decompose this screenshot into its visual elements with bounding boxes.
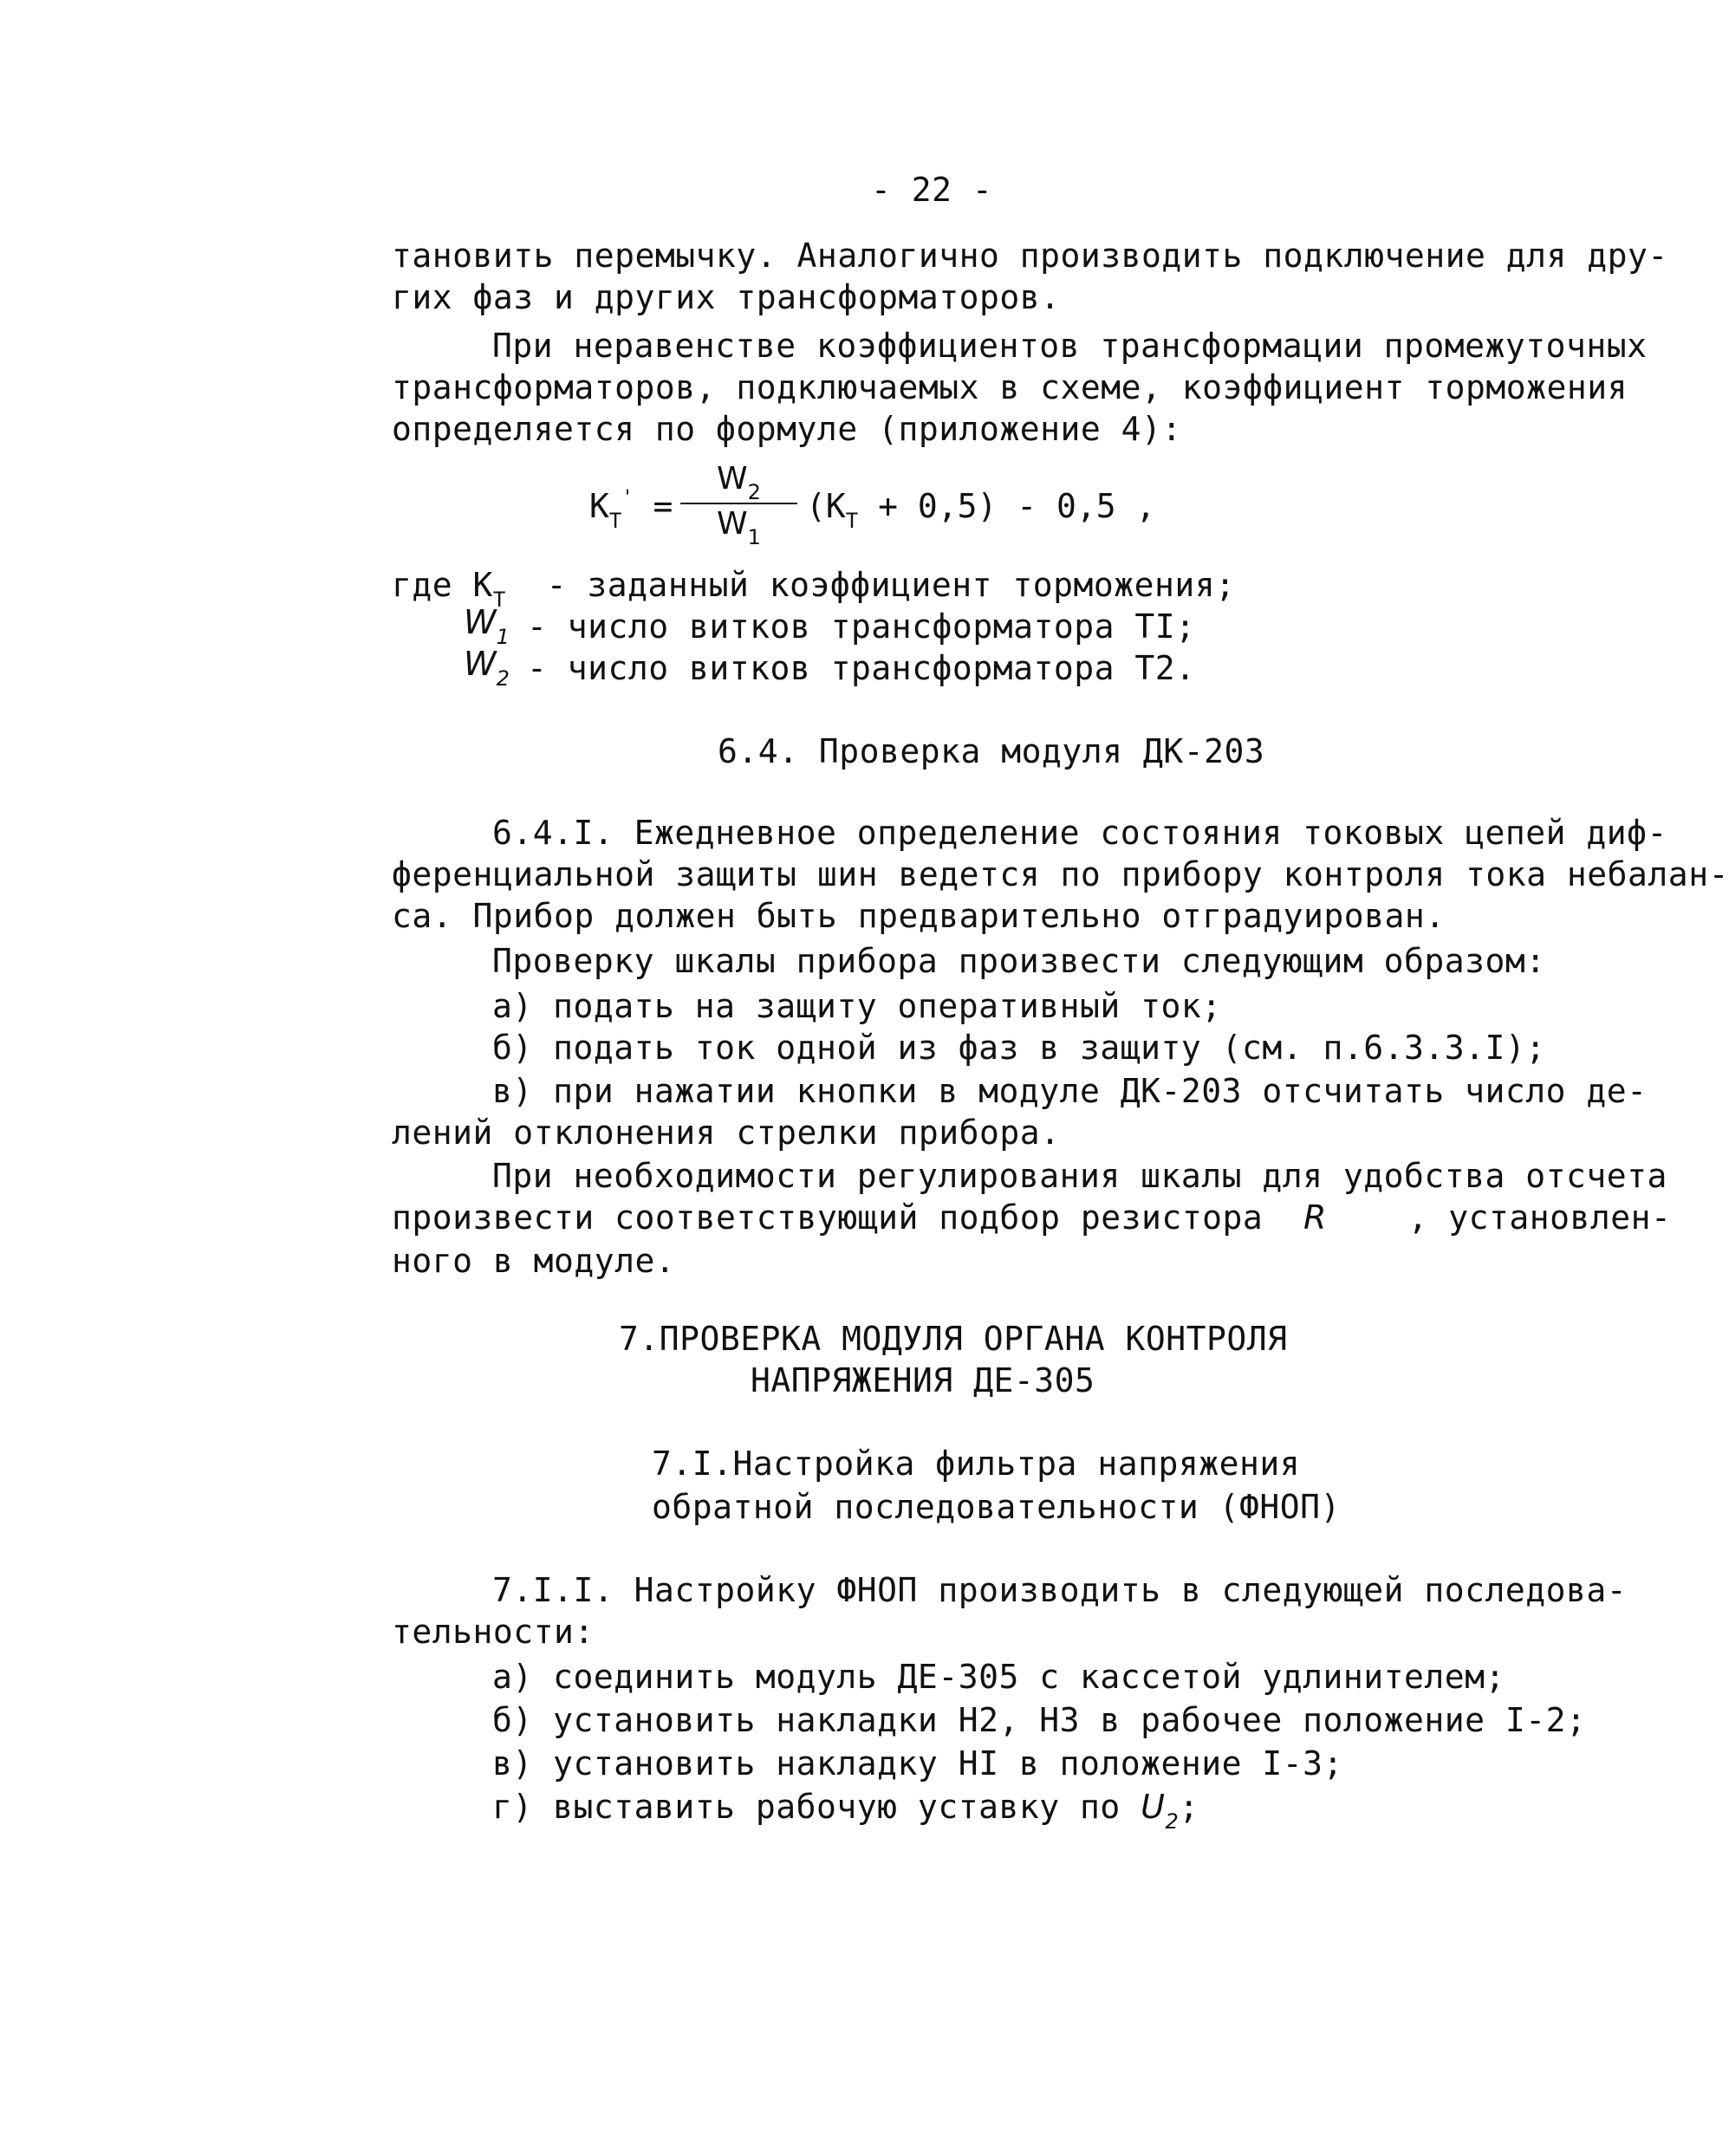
para3-line10: произвести соответствующий подбор резистора R , установлен- xyxy=(392,1198,1672,1237)
list-item-b2: б) установить накладки Н2, Н3 в рабочее положение I-2; xyxy=(492,1701,1587,1739)
list-item-a: а) подать на защиту оперативный ток; xyxy=(492,987,1222,1025)
para2-line1: При неравенстве коэффициентов трансформации промежуточных xyxy=(492,327,1648,365)
where-line-w1: - число витков трансформатора TI; xyxy=(527,607,1196,646)
page-number: - 22 - xyxy=(871,171,993,209)
u2-symbol: $U_2$ xyxy=(1141,1788,1180,1834)
where-symbol-w2: $W_2$ xyxy=(464,645,510,691)
formula-kt-prime xyxy=(589,461,1161,556)
where-line-kt: где $K_T$ - заданный коэффициент торможения; xyxy=(392,566,1236,612)
list-item-c-line2: лений отклонения стрелки прибора. xyxy=(392,1114,1061,1152)
fraction-numerator: $W_2$ xyxy=(717,461,761,504)
para3-line3: са. Прибор должен быть предварительно отградуирован. xyxy=(392,897,1446,935)
para3-line2: ференциальной защиты шин ведется по прибору контроля тока небалан- xyxy=(392,855,1729,893)
section-7-1-heading-line2: обратной последовательности (ФНОП) xyxy=(652,1488,1341,1526)
where-symbol-w1: $W_1$ xyxy=(464,603,510,649)
fraction-denominator: $W_1$ xyxy=(717,506,761,549)
list-item-c2: в) установить накладку НI в положение I-3; xyxy=(492,1744,1343,1783)
resistor-symbol: R xyxy=(1303,1198,1327,1237)
fraction-bar xyxy=(680,503,797,504)
formula-lhs: $K_T'$ = xyxy=(589,487,673,533)
para3-line4: Проверку шкалы прибора произвести следующим образом: xyxy=(492,942,1546,980)
section-6-4-heading: 6.4. Проверка модуля ДК-203 xyxy=(718,732,1265,770)
list-item-b: б) подать ток одной из фаз в защиту (см. п.6.3.3.I); xyxy=(492,1029,1546,1067)
para4-line1: 7.I.I. Настройку ФНОП производить в следующей последова- xyxy=(492,1571,1628,1609)
para3-line1: 6.4.I. Ежедневное определение состояния токовых цепей диф- xyxy=(492,814,1667,852)
para2-line2: трансформаторов, подключаемых в схеме, коэффициент торможения xyxy=(392,368,1628,406)
para3-line11: ного в модуле. xyxy=(392,1242,676,1280)
section-7-heading-line1: 7.ПРОВЕРКА МОДУЛЯ ОРГАНА КОНТРОЛЯ xyxy=(619,1320,1288,1358)
where-line-w2: - число витков трансформатора T2. xyxy=(527,649,1196,687)
para3-line9: При необходимости регулирования шкалы для удобства отсчета xyxy=(492,1157,1667,1195)
para1-line1: тановить перемычку. Аналогично производить подключение для дру- xyxy=(392,237,1668,275)
list-item-c-line1: в) при нажатии кнопки в модуле ДК-203 отсчитать число де- xyxy=(492,1072,1648,1110)
section-7-1-heading-line1: 7.I.Настройка фильтра напряжения xyxy=(652,1445,1301,1483)
formula-fraction xyxy=(680,461,797,549)
para1-line2: гих фаз и других трансформаторов. xyxy=(392,278,1061,316)
list-item-a2: а) соединить модуль ДЕ-305 с кассетой удлинителем; xyxy=(492,1658,1505,1696)
formula-rest: $(K_T + 0,5) - 0,5$ , xyxy=(806,487,1156,533)
para4-line2: тельности: xyxy=(392,1613,595,1651)
list-item-d2: г) выставить рабочую уставку по $U_2$; xyxy=(492,1788,1199,1834)
section-7-heading-line2: НАПРЯЖЕНИЯ ДЕ-305 xyxy=(751,1361,1095,1399)
para2-line3: определяется по формуле (приложение 4): xyxy=(392,410,1182,448)
